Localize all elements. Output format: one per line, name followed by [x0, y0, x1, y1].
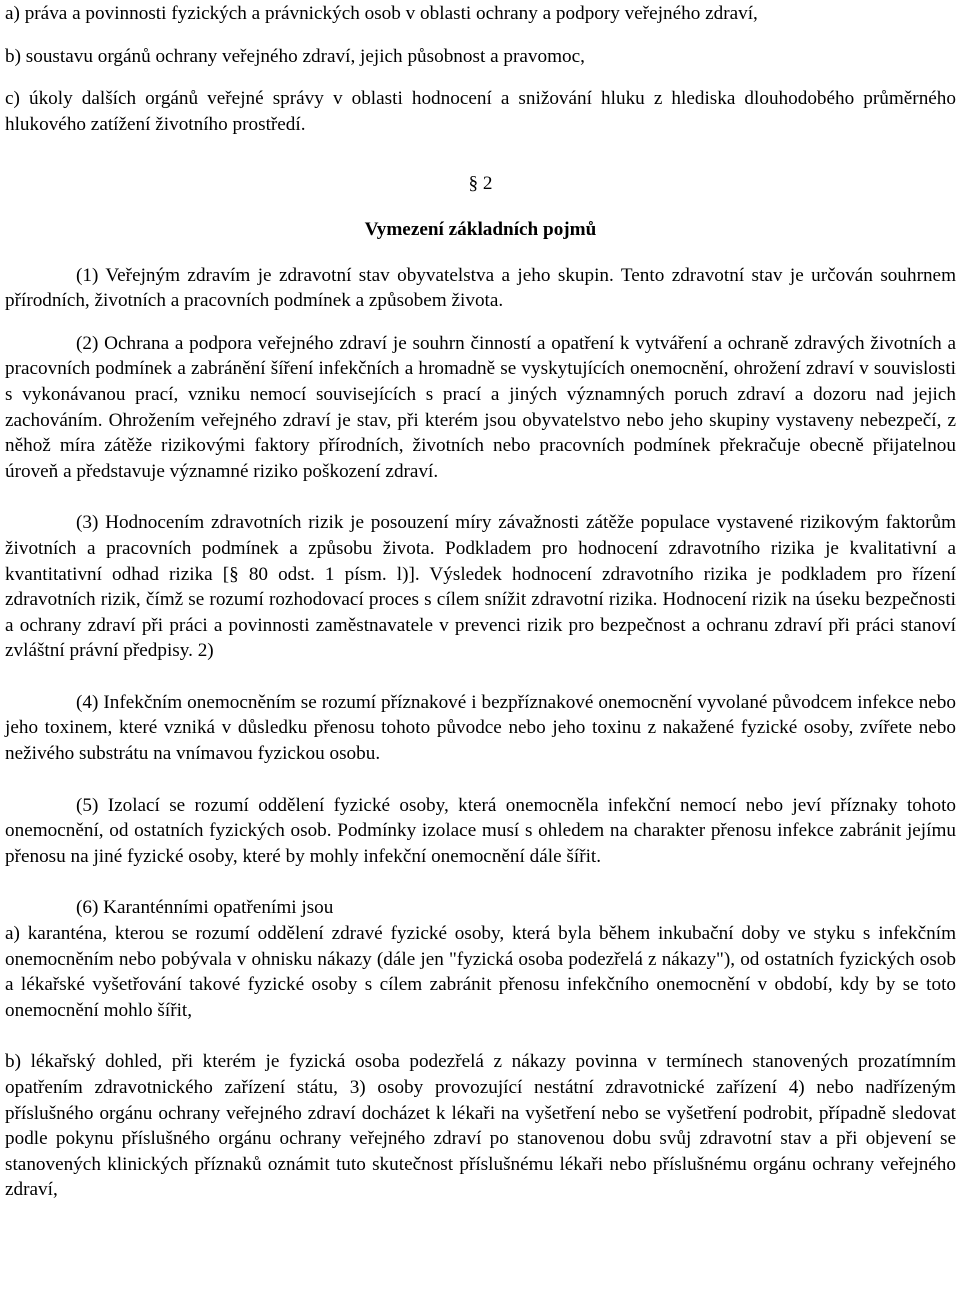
paragraph-5: (5) Izolací se rozumí oddělení fyzické osoby, která onemocněla infekční nemocí nebo jeví příznaky tohoto onemocnění, od ostatních fyzických osob. Podmínky izolace musí s ohledem na charakter přenosu infekce zabránit jejímu přenosu na jiné fyzické osoby, které by mohly infekční onemocnění dále šířit. [5, 794, 956, 867]
paragraph-6-item-a: a) karanténa, kterou se rozumí oddělení zdravé fyzické osoby, která byla během inkubační doby ve styku s infekčním onemocněním nebo pobývala v ohnisku nákazy (dále jen "fyzická osoba podezřelá z nákazy"), od ostatních fyzických osob a lékařské vyšetřování takové fyzické osoby s cílem zabránit přenosu infekčního onemocnění v období, kdy by se toto onemocnění mohlo šířit, [5, 923, 956, 1021]
section-title: Vymezení základních pojmů [364, 218, 597, 240]
paragraph-6-heading: (6) Karanténními opatřeními jsou [76, 897, 334, 919]
section-mark: § 2 [468, 173, 493, 195]
list-item-a: a) práva a povinnosti fyzických a právnických osob v oblasti ochrany a podpory veřejného zdraví, [5, 3, 758, 24]
paragraph-3: (3) Hodnocením zdravotních rizik je posouzení míry závažnosti zátěže populace vystavené rizikovým faktorům životních a pracovních podmínek a způsobu života. Podkladem pro hodnocení zdravotního rizika je kvalitativní a kvantitativní odhad rizika [§ 80 odst. 1 písm. l)]. Výsledek hodnocení zdravotního rizika je podkladem pro řízení zdravotních rizik, čímž se rozumí rozhodovací proces s cílem snížit zdravotní rizika. Hodnocení rizik na úseku bezpečnosti a ochrany zdraví při práci a povinnosti zaměstnavatele v prevenci rizik pro bezpečnost a ochranu zdraví při práci stanoví zvláštní právní předpisy. 2) [5, 512, 956, 662]
paragraph-2: (2) Ochrana a podpora veřejného zdraví je souhrn činností a opatření k vytváření a ochraně zdravých životních a pracovních podmínek a zabránění šíření infekčních a hromadně se vyskytujících onemocnění, ohrožení zdraví v souvislosti s vykonávanou prací, vzniku nemocí souvisejících s prací a jiných významných poruch zdraví a dozoru nad jejich zachováním. Ohrožením veřejného zdraví je stav, při kterém jsou obyvatelstvo nebo jeho skupiny vystaveny nebezpečí, z něhož míra zátěže rizikovými faktory přírodních, životních nebo pracovních podmínek překračuje obecně přijatelnou úroveň a představuje významné riziko poškození zdraví. [5, 332, 956, 482]
paragraph-6-item-b: b) lékařský dohled, při kterém je fyzická osoba podezřelá z nákazy povinna v termínech stanovených prozatímním opatřením zdravotnického zařízení státu, 3) osoby provozující nestátní zdravotnické zařízení 4) nebo nadřízeným příslušného orgánu ochrany veřejného zdraví docházet k lékaři na vyšetření nebo se vyšetření podrobit, případně sledovat podle pokynu příslušného orgánu ochrany veřejného zdraví po stanovenou dobu svůj zdravotní stav a při objevení se stanovených klinických příznaků oznámit tuto skutečnost příslušnému lékaři nebo příslušnému orgánu ochrany veřejného zdraví, [5, 1051, 956, 1201]
document-page [5, 0, 956, 1203]
paragraph-4: (4) Infekčním onemocněním se rozumí příznakové i bezpříznakové onemocnění vyvolané původcem infekce nebo jeho toxinem, které vzniká v důsledku přenosu tohoto původce nebo jeho toxinu z nakažené fyzické osoby, zvířete nebo neživého substrátu na vnímavou fyzickou osobu. [5, 691, 956, 765]
list-item-b: b) soustavu orgánů ochrany veřejného zdraví, jejich působnost a pravomoc, [5, 45, 585, 67]
paragraph-1: (1) Veřejným zdravím je zdravotní stav obyvatelstva a jeho skupin. Tento zdravotní stav je určován souhrnem přírodních, životních a pracovních podmínek a způsobem života. [5, 264, 956, 312]
list-item-c: c) úkoly dalších orgánů veřejné správy v oblasti hodnocení a snižování hluku z hlediska dlouhodobého průměrného hlukového zatížení životního prostředí. [5, 88, 956, 135]
